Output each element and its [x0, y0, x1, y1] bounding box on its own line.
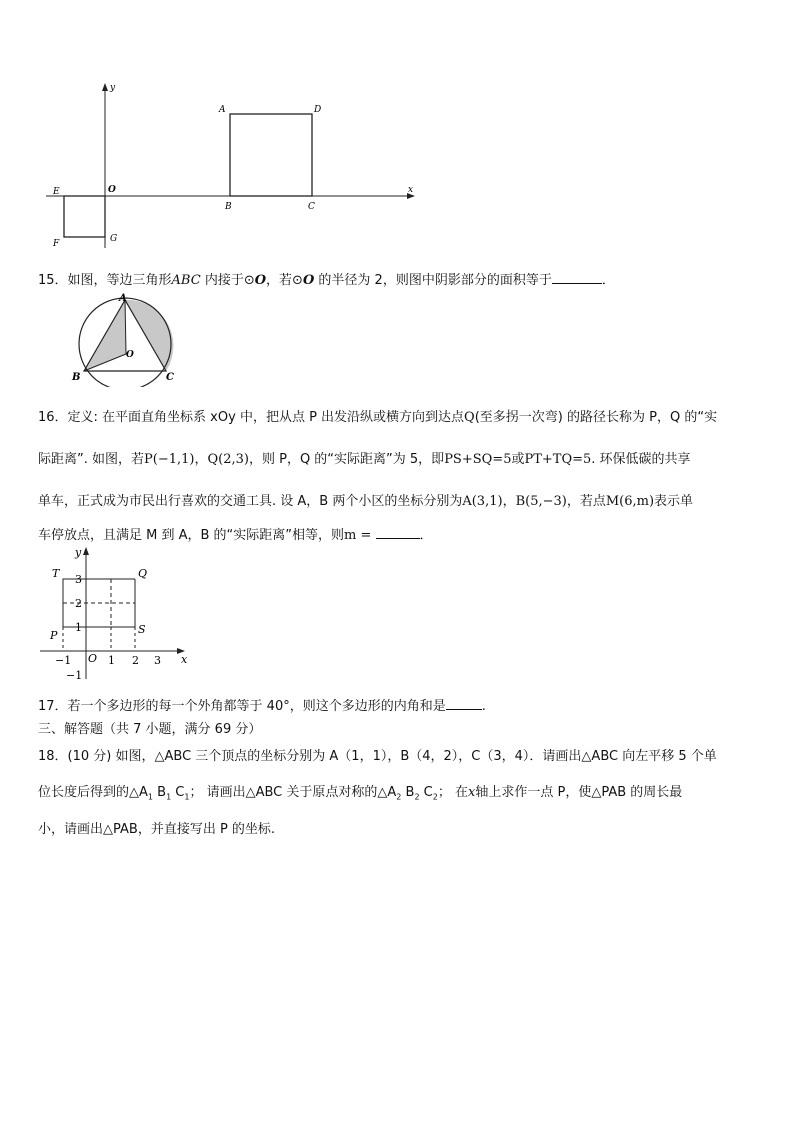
tick-y-2: 2 [75, 597, 82, 610]
tick-y-1: 1 [75, 621, 82, 634]
label-p: P [50, 629, 58, 642]
label-a: A [119, 293, 127, 304]
q18-line-2: 位长度后得到的$\triangle A_1$ $B_1$ $C_1$； 请画出△ABC 关于原点对称的$\triangle A_2$ $B_2$ $C_2$； 在x轴上求作一点 P，使△PAB 的周长最 [38, 785, 683, 802]
label-e: E [53, 187, 60, 197]
answer-blank [446, 697, 482, 710]
label-b: B [225, 202, 232, 212]
label-y: y [110, 83, 116, 93]
tick-x-m1: −1 [55, 654, 72, 667]
label-a: A [219, 105, 226, 115]
q16-line-2: 际距离”. 如图，若P(−1,1)，Q(2,3)，则 P，Q 的“实际距离”为 5，即PS+SQ=5或PT+TQ=5. 环保低碳的共享 [38, 452, 691, 467]
tick-y-m1: −1 [66, 669, 83, 682]
label-d: D [314, 105, 322, 115]
q16-line-3: 单车，正式成为市民出行喜欢的交通工具. 设 A，B 两个小区的坐标分别为A(3,1)，B(5,−3)，若点M(6,m)表示单 [38, 494, 694, 509]
q18-line-1: 18．(10 分) 如图，△ABC 三个顶点的坐标分别为 A（1，1），B（4，2），C（3，4）．请画出△ABC 向左平移 5 个单 [38, 749, 717, 764]
q18-line-3: 小，请画出△PAB，并直接写出 P 的坐标. [38, 822, 276, 837]
label-s: S [138, 623, 146, 636]
answer-blank [376, 526, 420, 539]
tick-x-2: 2 [132, 654, 139, 667]
label-c: C [166, 372, 174, 383]
label-g: G [110, 234, 118, 244]
q16-line-1: 16．定义: 在平面直角坐标系 xOy 中，把从点 P 出发沿纵或横方向到达点Q(至多拐一次弯) 的路径长称为 P，Q 的“实 [38, 410, 718, 425]
tick-y-3: 3 [75, 573, 82, 586]
q17-text: 17．若一个多边形的每一个外角都等于 40°，则这个多边形的内角和是 . [38, 699, 486, 714]
y-axis-arrow [102, 83, 108, 91]
tick-x-3: 3 [154, 654, 161, 667]
label-x: x [408, 185, 414, 195]
label-q: Q [138, 567, 148, 580]
figure-q14 [38, 78, 428, 250]
answer-blank [552, 271, 602, 284]
label-c: C [308, 202, 315, 212]
tick-x-1: 1 [108, 654, 115, 667]
q15-text: 15．如图，等边三角形ABC 内接于⊙O，若⊙O 的半径为 2，则图中阴影部分的面积等于 ． [38, 273, 615, 288]
label-o: O [126, 350, 134, 360]
label-y: y [75, 546, 82, 559]
figure-q16 [38, 544, 198, 684]
label-b: B [72, 372, 81, 383]
label-x: x [181, 653, 188, 666]
y-axis-arrow [83, 547, 89, 555]
label-o: O [108, 185, 116, 195]
label-t: T [52, 567, 60, 580]
q16-line-4: 车停放点，且满足 M 到 A，B 的“实际距离”相等，则m = ． [38, 528, 433, 543]
label-f: F [53, 239, 60, 249]
square-abcd [230, 114, 312, 196]
shaded-segment [125, 300, 173, 371]
figure-q15 [70, 292, 180, 387]
section-title: 三、解答题（共 7 小题，满分 69 分） [38, 722, 262, 737]
label-o: O [88, 652, 98, 665]
square-efgo [64, 196, 105, 237]
